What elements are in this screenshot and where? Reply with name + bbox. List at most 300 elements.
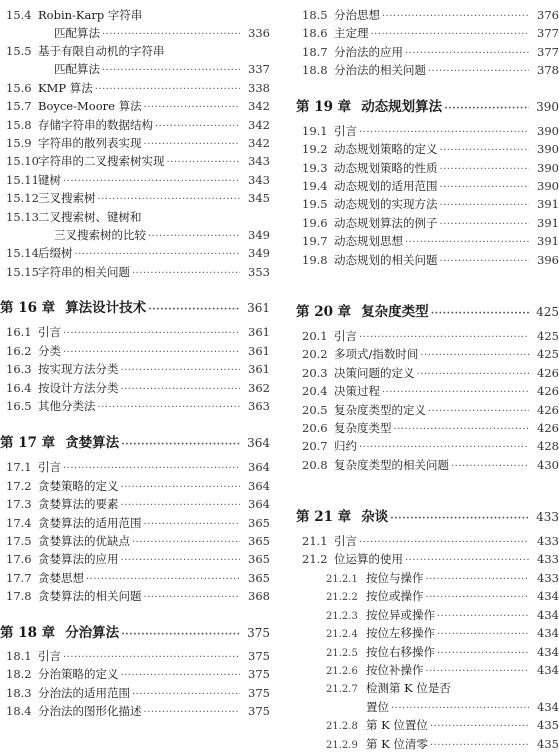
entry-title: 按位与操作 [366,570,424,585]
toc-entry[interactable] [0,588,270,604]
entry-number: 21.2.3 [326,610,358,622]
entry-number: 21.2.7 [326,684,358,696]
toc-entry[interactable] [296,438,559,454]
page-number: 353 [248,264,270,279]
toc-entry[interactable] [0,80,270,96]
toc-entry[interactable] [0,496,270,512]
toc-entry[interactable] [296,736,559,752]
entry-number: 21.2.5 [326,647,358,659]
toc-entry[interactable] [296,215,559,231]
entry-number: 16.1 [6,325,32,340]
entry-title: 字符串的相关问题 [38,264,130,279]
page-number: 390 [537,178,559,193]
entry-title: 引言 [38,460,61,475]
dot-leader [144,102,240,113]
entry-title: 匹配算法 [54,26,100,41]
dot-leader [63,652,240,663]
dot-leader [144,519,241,530]
page-number: 390 [537,123,559,138]
page-number: 365 [248,570,270,585]
entry-title: 决策过程 [334,384,380,399]
entry-number: 21.2.4 [326,629,358,641]
entry-title: 杂谈 [361,509,389,525]
page-number: 338 [248,80,270,95]
entry-number: 20.8 [302,457,328,472]
toc-entry[interactable] [0,7,270,23]
dot-leader [121,384,241,395]
toc-entry[interactable] [0,245,270,261]
entry-title: 引言 [38,325,61,340]
dot-leader [63,328,240,339]
dot-leader [405,48,529,59]
entry-title: 算法设计技术 [65,300,147,317]
entry-title: 动态规划算法的例子 [334,215,438,230]
entry-title: 字符串的散列表实现 [38,136,142,151]
entry-title: 复杂度类型的相关问题 [334,457,449,472]
entry-title: 二叉搜索树、键树和 [38,209,142,224]
toc-entry[interactable] [0,478,270,494]
page-number: 361 [248,325,270,340]
dot-leader [132,537,240,548]
dot-leader [144,707,241,718]
page-number: 336 [248,26,270,41]
dot-leader [394,424,530,435]
dot-leader [430,721,529,732]
dot-leader [440,145,530,156]
entry-number: 20.4 [302,384,328,399]
page-number: 434 [537,626,559,641]
entry-number: 15.9 [6,136,32,151]
entry-title: 贪婪思想 [38,570,84,585]
dot-leader [417,369,530,380]
chapter-heading[interactable] [296,300,559,320]
dot-leader [121,629,240,640]
entry-title: 分类 [38,343,61,358]
entry-title: 按位补操作 [366,662,424,677]
entry-title: Robin-Karp 字符串 [38,8,143,22]
entry-title: 基于有限自动机的字符串 [38,43,165,58]
entry-title: 贪婪策略的定义 [38,478,119,493]
page-number: 430 [537,457,559,472]
entry-title: 归约 [334,439,357,454]
dot-leader [102,65,240,76]
dot-leader [121,555,241,566]
entry-number: 20.6 [302,420,328,435]
chapter-heading[interactable] [0,621,270,641]
toc-entry[interactable] [296,402,559,418]
toc-entry[interactable] [296,383,559,399]
page-number: 426 [537,402,559,417]
entry-number: 17.1 [6,460,32,475]
page-number: 434 [537,699,559,714]
entry-number: 第 19 章 [296,98,352,115]
toc-entry[interactable] [296,233,559,249]
entry-number: 第 18 章 [0,624,56,641]
toc-entry[interactable] [0,685,270,701]
dot-leader [382,11,529,22]
toc-entry[interactable] [0,117,270,133]
entry-number: 20.1 [302,328,328,343]
dot-leader [167,157,241,168]
entry-number: 19.6 [302,215,328,230]
entry-title: 分治策略的定义 [38,667,119,682]
dot-leader [437,648,529,659]
entry-number: 18.6 [302,26,328,41]
entry-number: 16.4 [6,380,32,395]
page-number: 349 [248,228,270,243]
entry-number: 16.3 [6,362,32,377]
dot-leader [426,574,530,585]
entry-number: 15.10 [6,154,39,169]
page-number: 435 [537,736,559,751]
toc-entry[interactable] [0,98,270,114]
dot-leader [144,592,241,603]
entry-title: 存储字符串的数据结构 [38,117,153,132]
entry-title: 引言 [334,328,357,343]
toc-entry[interactable] [0,398,270,414]
toc-entry[interactable] [296,625,559,641]
entry-number: 20.2 [302,347,328,362]
entry-number: 第 21 章 [296,509,352,525]
toc-entry[interactable] [0,43,270,59]
dot-leader [148,304,240,315]
toc-entry[interactable] [0,227,270,243]
toc-entry[interactable] [0,703,270,719]
toc-entry[interactable] [296,160,559,176]
entry-title: 复杂度类型的定义 [334,402,426,417]
toc-entry[interactable] [0,153,270,169]
dot-leader [451,461,529,472]
entry-number: 15.11 [6,172,39,187]
toc-entry[interactable] [296,551,559,567]
toc-entry[interactable] [296,717,559,733]
entry-title: 按实现方法分类 [38,362,119,377]
toc-entry[interactable] [296,644,559,660]
dot-leader [405,555,529,566]
toc-entry[interactable] [296,123,559,139]
entry-number: 18.2 [6,667,32,682]
chapter-heading[interactable] [296,95,559,115]
entry-number: 17.6 [6,552,32,567]
entry-number: 18.4 [6,704,32,719]
entry-number: 17.3 [6,497,32,512]
entry-number: 19.3 [302,160,328,175]
entry-title: 引言 [38,648,61,663]
dot-leader [132,689,240,700]
toc-entry[interactable] [0,190,270,206]
dot-leader [121,365,241,376]
page-number: 433 [537,534,559,549]
page-number: 365 [248,515,270,530]
dot-leader [121,670,241,681]
entry-title: 置位 [366,699,389,714]
entry-number: 21.2.6 [326,665,358,677]
entry-number: 19.7 [302,234,328,249]
entry-title: 引言 [334,534,357,549]
dot-leader [75,249,241,260]
page-number: 342 [248,99,270,114]
page-number: 390 [537,142,559,157]
dot-leader [102,29,240,40]
page-number: 364 [248,478,270,493]
dot-leader [98,402,241,413]
entry-title: 引言 [334,123,357,138]
page-number: 337 [248,62,270,77]
page-number: 343 [248,172,270,187]
toc-entry[interactable] [296,196,559,212]
toc-entry[interactable] [0,264,270,280]
toc-entry[interactable] [0,533,270,549]
entry-title: 按位或操作 [366,589,424,604]
page-number: 425 [537,328,559,343]
dot-leader [391,703,529,714]
entry-title: 动态规划的实现方法 [334,197,438,212]
entry-title: 按设计方法分类 [38,380,119,395]
page-number: 376 [537,8,559,22]
toc-entry[interactable] [296,662,559,678]
page-number: 396 [537,252,559,267]
dot-leader [440,219,530,230]
toc-entry[interactable] [296,178,559,194]
page-number: 363 [248,399,270,414]
toc-entry[interactable] [0,61,270,77]
dot-leader [95,84,240,95]
dot-leader [359,537,529,548]
toc-entry[interactable] [0,25,270,41]
toc-entry[interactable] [0,209,270,225]
entry-title: 分治法的适用范围 [38,685,130,700]
page-number: 425 [536,304,559,319]
toc-entry[interactable] [0,551,270,567]
entry-title: KMP 算法 [38,80,93,95]
entry-number: 20.7 [302,439,328,454]
page-number: 426 [537,420,559,435]
toc-entry[interactable] [296,365,559,381]
page-number: 375 [248,648,270,663]
entry-title: 位运算的使用 [334,552,403,567]
dot-leader [382,387,529,398]
entry-number: 21.2.2 [326,592,358,604]
entry-title: 分治算法 [65,624,120,641]
toc-entry[interactable] [296,141,559,157]
toc-entry[interactable] [0,515,270,531]
dot-leader [359,332,529,343]
dot-leader [428,66,529,77]
dot-leader [431,308,529,319]
page-number: 364 [248,497,270,512]
page-number: 378 [537,63,559,78]
page-number: 428 [537,439,559,454]
page-number: 361 [248,362,270,377]
toc-entry[interactable] [296,62,559,78]
dot-leader [144,139,241,150]
toc-entry[interactable] [0,343,270,359]
chapter-heading[interactable] [296,505,559,525]
toc-entry[interactable] [0,666,270,682]
entry-number: 21.2.9 [326,739,358,751]
toc-entry[interactable] [0,648,270,664]
dot-leader [440,256,530,267]
toc-entry[interactable] [296,570,559,586]
page-number: 377 [537,26,559,41]
page-number: 368 [248,589,270,604]
entry-number: 17.5 [6,534,32,549]
entry-title: 贪婪算法的适用范围 [38,515,142,530]
dot-leader [63,176,240,187]
entry-number: 15.4 [6,8,32,22]
entry-title: 动态规划的适用范围 [334,178,438,193]
dot-leader [405,237,529,248]
entry-number: 17.8 [6,589,32,604]
toc-entry[interactable] [296,7,559,23]
entry-number: 20.5 [302,402,328,417]
toc-entry[interactable] [296,699,559,715]
entry-number: 18.5 [302,8,328,22]
entry-title: 第 K 位置位 [366,718,428,733]
toc-entry[interactable] [0,570,270,586]
entry-number: 15.13 [6,209,39,224]
toc-entry[interactable] [296,457,559,473]
entry-title: 分治思想 [334,8,380,22]
page-number: 434 [537,607,559,622]
page-number: 426 [537,384,559,399]
page-number: 375 [248,704,270,719]
dot-leader [430,740,529,751]
toc-entry[interactable] [0,361,270,377]
entry-title: 按位异或操作 [366,607,435,622]
entry-number: 15.6 [6,80,32,95]
page-number: 426 [537,365,559,380]
entry-title: 贪婪算法的相关问题 [38,589,142,604]
toc-entry[interactable] [296,44,559,60]
page-number: 390 [537,160,559,175]
entry-number: 17.2 [6,478,32,493]
dot-leader [86,574,240,585]
dot-leader [371,29,530,40]
toc-entry[interactable] [0,459,270,475]
dot-leader [440,182,530,193]
toc-entry[interactable] [0,324,270,340]
entry-number: 18.8 [302,63,328,78]
page-number: 345 [248,191,270,206]
toc-entry[interactable] [296,346,559,362]
page-number: 364 [247,436,270,451]
entry-number: 15.5 [6,43,32,58]
entry-number: 15.12 [6,191,39,206]
entry-number: 21.2.8 [326,721,358,733]
dot-leader [437,611,529,622]
dot-leader [440,200,530,211]
dot-leader [359,127,529,138]
dot-leader [63,347,240,358]
entry-title: 主定理 [334,26,369,41]
dot-leader [437,629,529,640]
entry-number: 19.1 [302,123,328,138]
entry-number: 17.7 [6,570,32,585]
dot-leader [428,406,529,417]
entry-number: 21.2 [302,552,328,567]
entry-title: 贪婪算法 [65,435,120,452]
entry-number: 16.5 [6,399,32,414]
entry-number: 第 20 章 [296,303,352,320]
dot-leader [121,482,241,493]
toc-entry[interactable] [296,328,559,344]
entry-number: 20.3 [302,365,328,380]
entry-title: Boyce-Moore 算法 [38,99,142,114]
entry-number: 15.15 [6,264,39,279]
toc-entry[interactable] [296,607,559,623]
toc-entry[interactable] [0,172,270,188]
page-number: 434 [537,589,559,604]
dot-leader [155,121,240,132]
entry-title: 键树 [38,172,61,187]
page-number: 390 [536,99,559,114]
page-number: 375 [248,667,270,682]
toc-entry[interactable] [296,680,559,696]
page-number: 343 [248,154,270,169]
page-number: 342 [248,117,270,132]
page-number: 425 [537,347,559,362]
toc-entry[interactable] [296,420,559,436]
toc-entry[interactable] [296,533,559,549]
page-number: 391 [537,215,559,230]
entry-title: 按位左移操作 [366,626,435,641]
entry-title: 分治法的图形化描述 [38,704,142,719]
dot-leader [426,592,530,603]
page-number: 434 [537,662,559,677]
page-number: 361 [248,343,270,358]
dot-leader [359,442,529,453]
entry-number: 15.14 [6,246,39,261]
entry-title: 第 K 位清零 [366,736,428,751]
chapter-heading[interactable] [0,296,270,316]
toc-entry[interactable] [296,588,559,604]
dot-leader [121,500,241,511]
page-number: 433 [537,570,559,585]
page-number: 433 [537,552,559,567]
dot-leader [63,463,240,474]
entry-number: 16.2 [6,343,32,358]
dot-leader [426,666,530,677]
entry-title: 动态规划策略的定义 [334,142,438,157]
entry-number: 15.8 [6,117,32,132]
page-number: 377 [537,44,559,59]
entry-title: 复杂度类型 [334,420,392,435]
entry-title: 贪婪算法的应用 [38,552,119,567]
dot-leader [420,350,529,361]
entry-title: 贪婪算法的优缺点 [38,534,130,549]
toc-entry[interactable] [296,25,559,41]
entry-title: 匹配算法 [54,62,100,77]
chapter-heading[interactable] [0,431,270,451]
dot-leader [390,513,529,524]
dot-leader [121,439,240,450]
entry-number: 17.4 [6,515,32,530]
dot-leader [148,231,240,242]
page-number: 349 [248,246,270,261]
toc-entry[interactable] [0,380,270,396]
toc-entry[interactable] [0,135,270,151]
entry-title: 分治法的相关问题 [334,63,426,78]
entry-title: 三叉搜索树 [38,191,96,206]
entry-title: 复杂度类型 [361,303,429,320]
entry-title: 分治法的应用 [334,44,403,59]
toc-entry[interactable] [296,252,559,268]
dot-leader [440,164,530,175]
page-number: 434 [537,644,559,659]
entry-title: 按位右移操作 [366,644,435,659]
entry-title: 后缀树 [38,246,73,261]
